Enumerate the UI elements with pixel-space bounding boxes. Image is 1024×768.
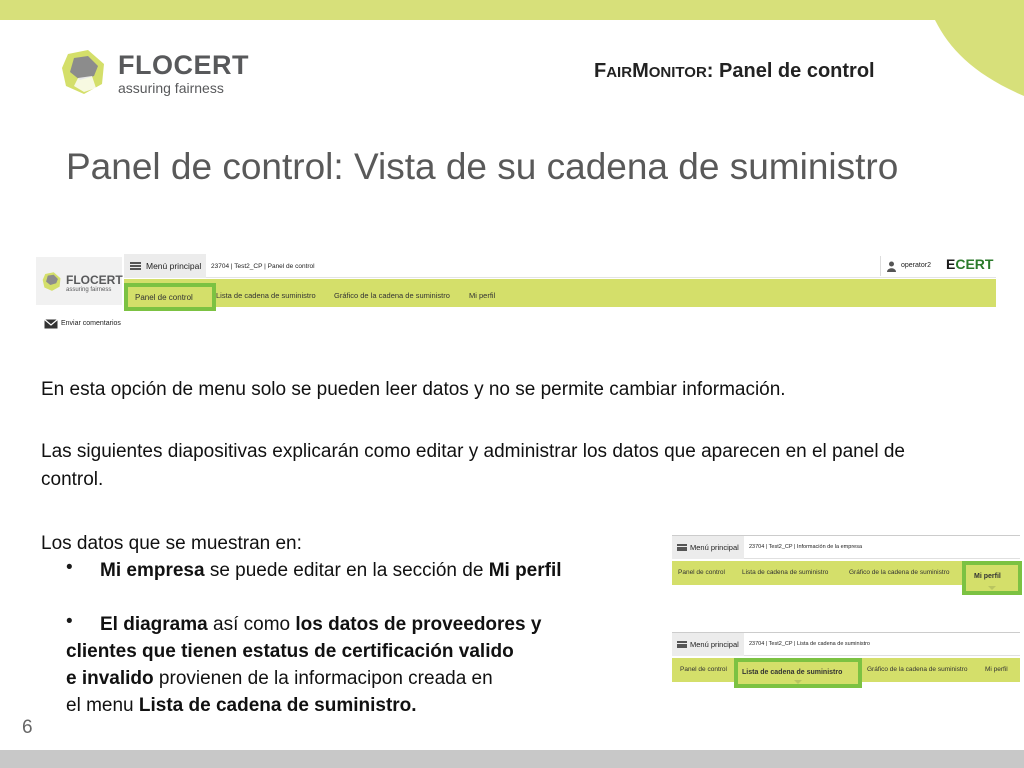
main-menu-button[interactable]: Menú principal — [124, 254, 206, 278]
tab-panel-de-control[interactable]: Panel de control — [124, 283, 216, 311]
app-logo-tagline: assuring fairness — [66, 287, 112, 293]
bullet-diagrama-line3: e invalido provienen de la informacipon creada en — [66, 668, 493, 689]
app-logo-word: FLOCERT — [66, 273, 123, 287]
slide-header: FAIRMONITOR: Panel de control — [594, 60, 875, 82]
tab-grafico-cadena[interactable]: Gráfico de la cadena de suministro — [867, 666, 968, 673]
tab-mi-perfil[interactable]: Mi perfil — [985, 666, 1008, 673]
flocert-logo — [58, 48, 248, 100]
hamburger-icon — [130, 262, 141, 270]
breadcrumb: 23704 | Test2_CP | Lista de cadena de suministro — [749, 641, 870, 647]
logo-tagline: assuring fairness — [118, 80, 224, 96]
ecert-brand: ECERT — [946, 256, 994, 272]
bullet-diagrama: El diagrama así como los datos de proveedores y — [100, 614, 542, 635]
tab-grafico-cadena[interactable]: Gráfico de la cadena de suministro — [849, 569, 950, 576]
paragraph-read-only: En esta opción de menu solo se pueden leer datos y no se permite cambiar información. — [41, 379, 786, 400]
tab-mi-perfil[interactable]: Mi perfil — [469, 291, 496, 300]
mini-screenshot-lista-cadena — [672, 632, 1022, 688]
main-menu-button[interactable]: Menú principal — [672, 633, 744, 656]
breadcrumb: 23704 | Test2_CP | Información de la empresa — [749, 544, 863, 550]
bottom-band — [0, 750, 1024, 768]
mini-screenshot-mi-perfil — [672, 535, 1022, 591]
tab-lista-cadena[interactable]: Lista de cadena de suministro — [742, 569, 829, 576]
tab-lista-cadena-highlighted[interactable]: Lista de cadena de suministro — [734, 658, 862, 688]
bullet-mi-empresa: Mi empresa se puede editar en la sección de Mi perfil — [100, 560, 562, 581]
user-name: operator2 — [901, 262, 931, 269]
logo-wordmark: FLOCERT — [118, 50, 249, 80]
bullet-diagrama-line2: clientes que tienen estatus de certificación valido — [66, 641, 514, 662]
bullet-icon: • — [66, 611, 73, 632]
bullet-icon: • — [66, 557, 73, 578]
hamburger-icon — [677, 641, 687, 648]
user-menu[interactable] — [880, 256, 942, 276]
bullet-diagrama-line4: el menu Lista de cadena de suministro. — [66, 695, 417, 716]
slide-title: Panel de control: Vista de su cadena de suministro — [66, 146, 899, 187]
user-icon — [887, 261, 896, 272]
tab-lista-cadena[interactable]: Lista de cadena de suministro — [216, 291, 316, 300]
breadcrumb: 23704 | Test2_CP | Panel de control — [211, 263, 315, 270]
tab-panel-de-control[interactable]: Panel de control — [678, 569, 725, 576]
tab-grafico-cadena[interactable]: Gráfico de la cadena de suministro — [334, 291, 450, 300]
main-menu-button[interactable]: Menú principal — [672, 536, 744, 559]
tab-panel-de-control[interactable]: Panel de control — [680, 666, 727, 673]
active-caret-icon — [988, 586, 996, 590]
page-number: 6 — [22, 717, 33, 738]
hamburger-icon — [677, 544, 687, 551]
paragraph-data-shown: Los datos que se muestran en: — [41, 533, 302, 554]
paragraph-next-slides: Las siguientes diapositivas explicarán como editar y administrar los datos que aparecen en el panel de control. — [41, 441, 905, 490]
active-caret-icon — [794, 680, 802, 684]
app-screenshot-dashboard: FLOCERT assuring fairness Menú principal 23704 | Test2_CP | Panel de control operator2 ECERT Panel de control Lista de cadena de suministro Gráfico de la cadena de suministro Mi perfil Enviar comentarios — [36, 254, 996, 336]
flocert-emblem-icon — [58, 48, 110, 98]
flocert-emblem-icon — [41, 271, 63, 293]
tab-mi-perfil-highlighted[interactable]: Mi perfil — [962, 561, 1022, 595]
app-logo — [36, 257, 122, 305]
envelope-icon — [44, 319, 58, 329]
